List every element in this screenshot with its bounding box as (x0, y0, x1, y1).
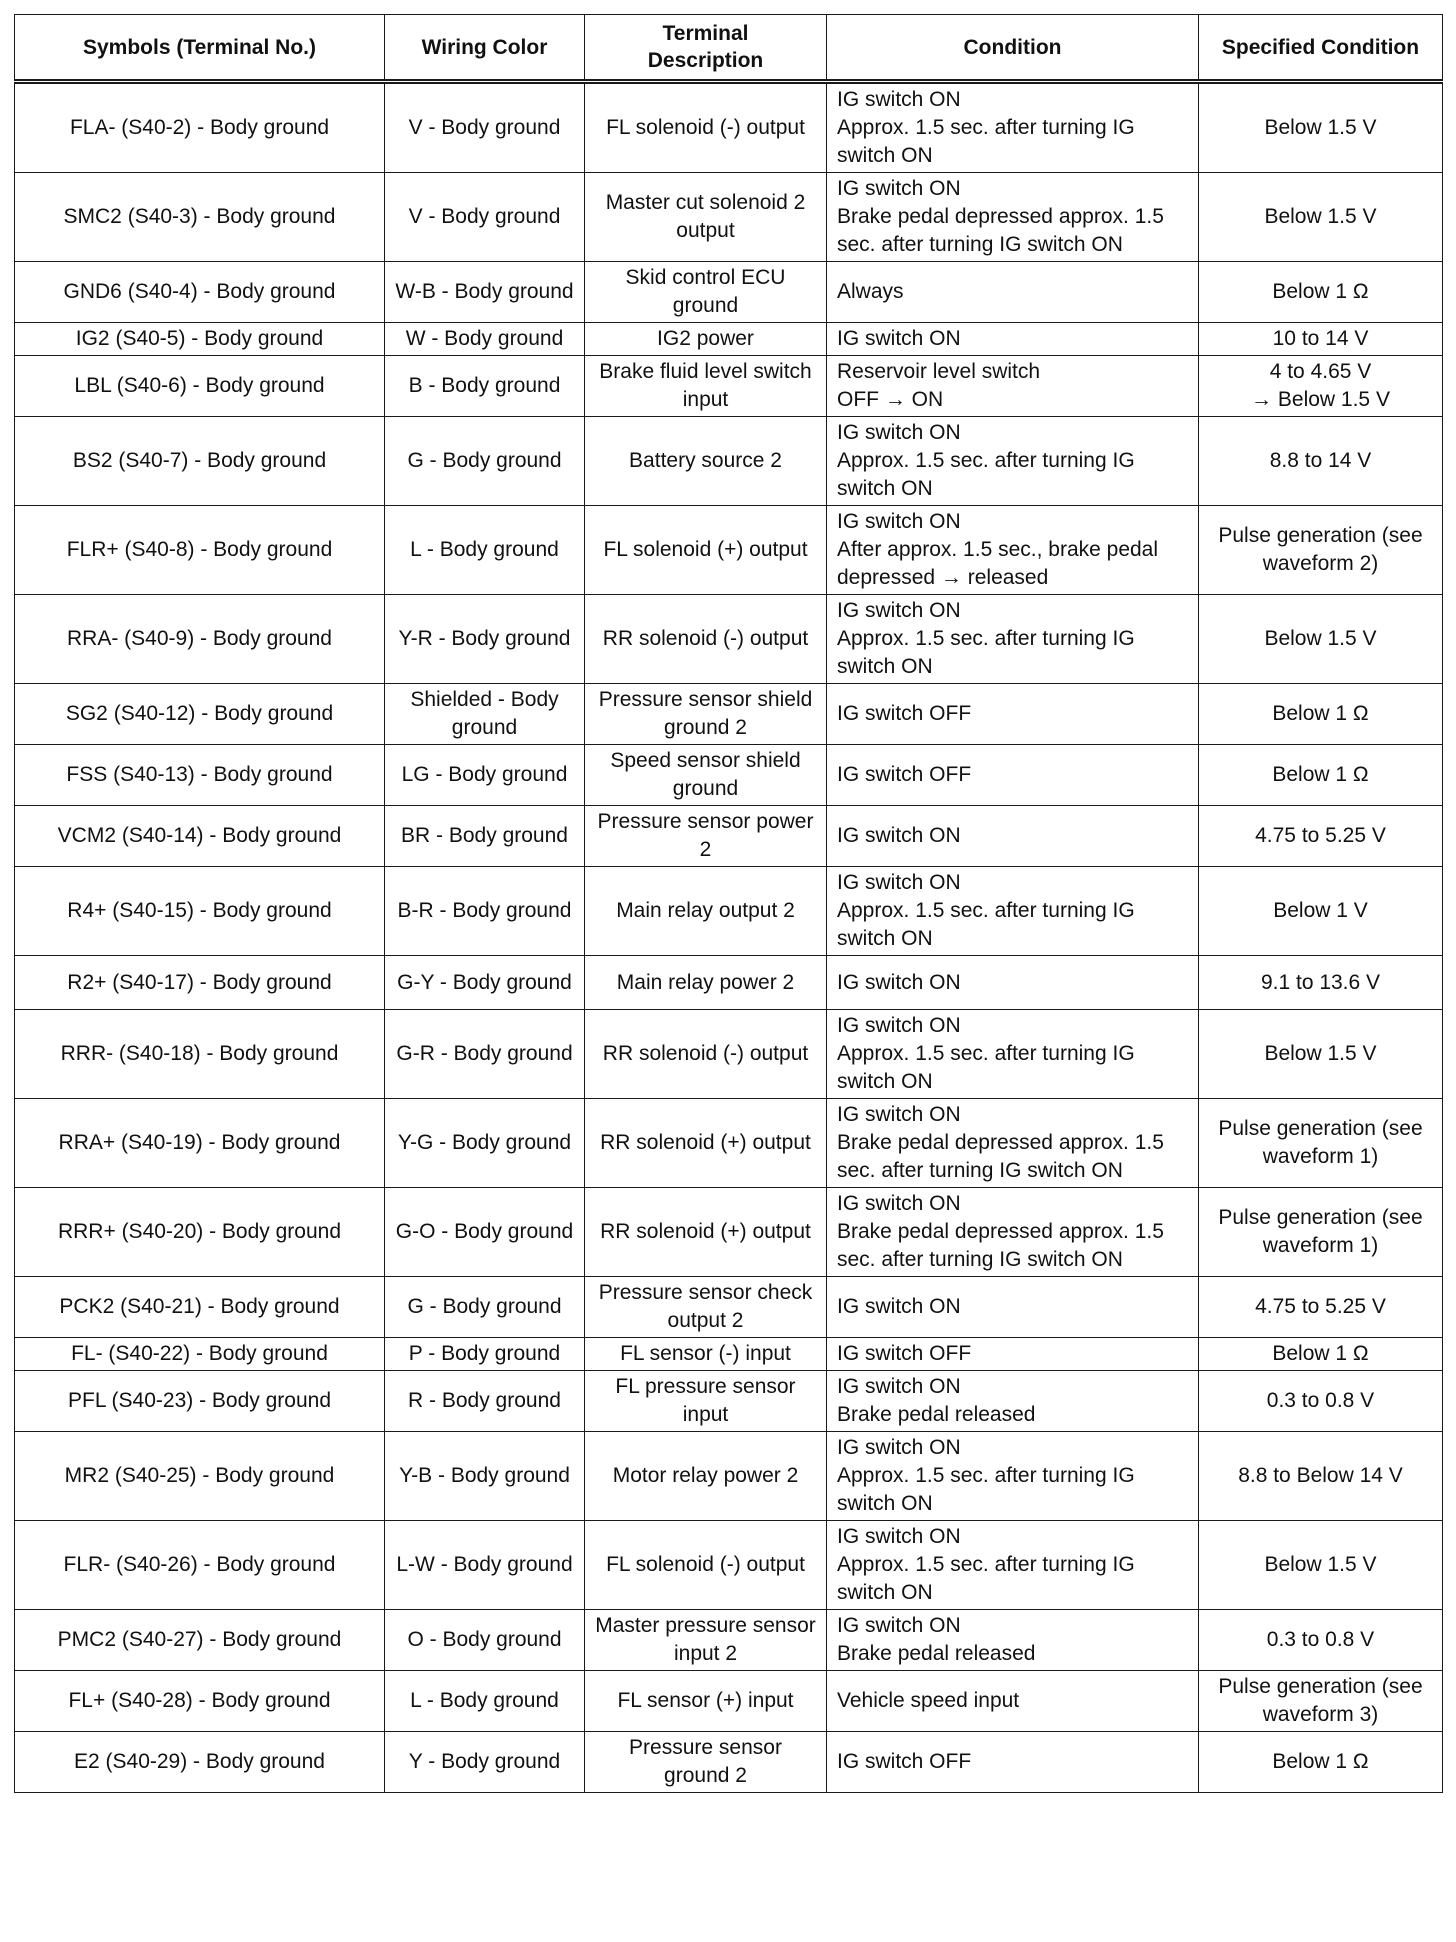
cell-specified-condition: 8.8 to Below 14 V (1199, 1432, 1443, 1521)
cell-condition (827, 1371, 1199, 1432)
table-row (15, 1371, 1443, 1432)
cell-terminal-description: FL sensor (-) input (585, 1338, 827, 1371)
cell-terminal-description: Skid control ECU ground (585, 262, 827, 323)
terminal-inspection-table-container (14, 14, 1442, 1793)
table-row (15, 173, 1443, 262)
cell-specified-condition: 9.1 to 13.6 V (1199, 956, 1443, 1010)
cell-symbol: FL- (S40-22) - Body ground (15, 1338, 385, 1371)
cell-condition-line: Brake pedal depressed approx. 1.5 sec. after turning IG switch ON (837, 205, 1164, 256)
cell-specified-condition: 0.3 to 0.8 V (1199, 1610, 1443, 1671)
cell-condition-line: IG switch ON (837, 871, 961, 894)
cell-condition: IG switch OFF (827, 745, 1199, 806)
cell-wiring-color: R - Body ground (385, 1371, 585, 1432)
table-row (15, 1010, 1443, 1099)
cell-terminal-description: FL solenoid (-) output (585, 82, 827, 173)
cell-condition: IG switch OFF (827, 1732, 1199, 1793)
cell-symbol: VCM2 (S40-14) - Body ground (15, 806, 385, 867)
cell-symbol: PMC2 (S40-27) - Body ground (15, 1610, 385, 1671)
cell-symbol: FSS (S40-13) - Body ground (15, 745, 385, 806)
cell-specified-condition: Pulse generation (see waveform 1) (1199, 1099, 1443, 1188)
cell-condition-line: IG switch ON (837, 1436, 961, 1459)
cell-condition-line: Approx. 1.5 sec. after turning IG switch ON (837, 1042, 1135, 1093)
table-row (15, 1277, 1443, 1338)
cell-terminal-description: RR solenoid (+) output (585, 1188, 827, 1277)
cell-specified-condition: Pulse generation (see waveform 3) (1199, 1671, 1443, 1732)
cell-specified-condition: Below 1 Ω (1199, 1732, 1443, 1793)
cell-condition (827, 1188, 1199, 1277)
cell-condition: IG switch ON (827, 956, 1199, 1010)
cell-wiring-color: L-W - Body ground (385, 1521, 585, 1610)
cell-condition-line: Brake pedal released (837, 1642, 1036, 1665)
cell-condition: IG switch OFF (827, 1338, 1199, 1371)
cell-wiring-color: L - Body ground (385, 506, 585, 595)
cell-wiring-color: G-Y - Body ground (385, 956, 585, 1010)
cell-wiring-color: Y-R - Body ground (385, 595, 585, 684)
cell-wiring-color: P - Body ground (385, 1338, 585, 1371)
cell-condition-line: IG switch ON (837, 1525, 961, 1548)
table-row (15, 806, 1443, 867)
cell-terminal-description: FL pressure sensor input (585, 1371, 827, 1432)
cell-condition: IG switch OFF (827, 684, 1199, 745)
terminal-inspection-table (14, 14, 1443, 1793)
cell-condition (827, 417, 1199, 506)
cell-condition (827, 506, 1199, 595)
table-body (15, 82, 1443, 1793)
table-row (15, 1732, 1443, 1793)
table-row (15, 684, 1443, 745)
cell-specified-condition: Below 1 Ω (1199, 745, 1443, 806)
cell-condition-line: IG switch ON (837, 1103, 961, 1126)
cell-wiring-color: G-O - Body ground (385, 1188, 585, 1277)
cell-symbol: LBL (S40-6) - Body ground (15, 356, 385, 417)
cell-specified-condition (1199, 356, 1443, 417)
cell-specified-condition: 10 to 14 V (1199, 323, 1443, 356)
cell-terminal-description: Speed sensor shield ground (585, 745, 827, 806)
cell-wiring-color: W - Body ground (385, 323, 585, 356)
table-header (15, 15, 1443, 82)
cell-condition (827, 1099, 1199, 1188)
cell-condition-line: IG switch ON (837, 599, 961, 622)
cell-condition (827, 1010, 1199, 1099)
table-row (15, 323, 1443, 356)
cell-condition-line: IG switch ON (837, 1014, 961, 1037)
cell-specified-condition: Below 1.5 V (1199, 1521, 1443, 1610)
cell-symbol: BS2 (S40-7) - Body ground (15, 417, 385, 506)
cell-wiring-color: Y-G - Body ground (385, 1099, 585, 1188)
cell-wiring-color: B - Body ground (385, 356, 585, 417)
cell-symbol: RRR- (S40-18) - Body ground (15, 1010, 385, 1099)
cell-wiring-color: Y - Body ground (385, 1732, 585, 1793)
cell-condition-line: After approx. 1.5 sec., brake pedal depressed → released (837, 538, 1159, 589)
cell-condition-line: IG switch ON (837, 88, 961, 111)
cell-condition-line: Brake pedal depressed approx. 1.5 sec. after turning IG switch ON (837, 1131, 1164, 1182)
header-terminal-description (585, 15, 827, 82)
cell-condition (827, 1432, 1199, 1521)
cell-wiring-color: W-B - Body ground (385, 262, 585, 323)
cell-symbol: RRA- (S40-9) - Body ground (15, 595, 385, 684)
cell-symbol: SG2 (S40-12) - Body ground (15, 684, 385, 745)
table-row (15, 1188, 1443, 1277)
header-symbols: Symbols (Terminal No.) (15, 15, 385, 82)
cell-symbol: FLA- (S40-2) - Body ground (15, 82, 385, 173)
header-specified-condition: Specified Condition (1199, 15, 1443, 82)
cell-wiring-color: B-R - Body ground (385, 867, 585, 956)
cell-wiring-color: Y-B - Body ground (385, 1432, 585, 1521)
cell-condition (827, 82, 1199, 173)
cell-terminal-description: Pressure sensor check output 2 (585, 1277, 827, 1338)
cell-specified-condition: Below 1.5 V (1199, 173, 1443, 262)
cell-condition: IG switch ON (827, 323, 1199, 356)
cell-wiring-color: LG - Body ground (385, 745, 585, 806)
cell-terminal-description: FL solenoid (+) output (585, 506, 827, 595)
cell-terminal-description: Main relay power 2 (585, 956, 827, 1010)
cell-condition (827, 867, 1199, 956)
cell-condition-line: Reservoir level switch (837, 360, 1041, 383)
cell-specified-condition: Below 1 Ω (1199, 1338, 1443, 1371)
cell-specified-condition-line: 4 to 4.65 V (1269, 360, 1372, 383)
cell-symbol: SMC2 (S40-3) - Body ground (15, 173, 385, 262)
cell-specified-condition-line: → Below 1.5 V (1251, 388, 1390, 411)
cell-condition-line: Approx. 1.5 sec. after turning IG switch ON (837, 1553, 1135, 1604)
cell-symbol: E2 (S40-29) - Body ground (15, 1732, 385, 1793)
cell-condition: IG switch ON (827, 806, 1199, 867)
cell-condition-line: IG switch ON (837, 1192, 961, 1215)
cell-terminal-description: Pressure sensor power 2 (585, 806, 827, 867)
table-row (15, 1610, 1443, 1671)
cell-specified-condition: 4.75 to 5.25 V (1199, 1277, 1443, 1338)
cell-specified-condition: Pulse generation (see waveform 1) (1199, 1188, 1443, 1277)
table-row (15, 262, 1443, 323)
table-row (15, 506, 1443, 595)
cell-specified-condition: 0.3 to 0.8 V (1199, 1371, 1443, 1432)
cell-condition-line: IG switch ON (837, 1614, 961, 1637)
cell-terminal-description: Main relay output 2 (585, 867, 827, 956)
table-row (15, 1521, 1443, 1610)
cell-condition (827, 1521, 1199, 1610)
cell-terminal-description: FL solenoid (-) output (585, 1521, 827, 1610)
cell-condition-line: IG switch ON (837, 177, 961, 200)
cell-terminal-description: Battery source 2 (585, 417, 827, 506)
cell-terminal-description: IG2 power (585, 323, 827, 356)
cell-specified-condition: Below 1 Ω (1199, 684, 1443, 745)
cell-wiring-color: V - Body ground (385, 173, 585, 262)
cell-condition-line: Approx. 1.5 sec. after turning IG switch ON (837, 449, 1135, 500)
cell-wiring-color: V - Body ground (385, 82, 585, 173)
cell-wiring-color: G-R - Body ground (385, 1010, 585, 1099)
cell-symbol: FL+ (S40-28) - Body ground (15, 1671, 385, 1732)
cell-terminal-description: Pressure sensor shield ground 2 (585, 684, 827, 745)
table-row (15, 867, 1443, 956)
cell-terminal-description: RR solenoid (+) output (585, 1099, 827, 1188)
table-row (15, 1671, 1443, 1732)
cell-specified-condition: Below 1.5 V (1199, 595, 1443, 684)
cell-symbol: IG2 (S40-5) - Body ground (15, 323, 385, 356)
cell-symbol: FLR+ (S40-8) - Body ground (15, 506, 385, 595)
cell-condition-line: Approx. 1.5 sec. after turning IG switch ON (837, 1464, 1135, 1515)
table-row (15, 356, 1443, 417)
header-condition: Condition (827, 15, 1199, 82)
cell-terminal-description: Pressure sensor ground 2 (585, 1732, 827, 1793)
cell-specified-condition: Below 1.5 V (1199, 82, 1443, 173)
cell-condition: Always (827, 262, 1199, 323)
cell-condition-line: Approx. 1.5 sec. after turning IG switch ON (837, 627, 1135, 678)
cell-terminal-description: Master cut solenoid 2 output (585, 173, 827, 262)
cell-terminal-description: FL sensor (+) input (585, 1671, 827, 1732)
cell-condition (827, 356, 1199, 417)
cell-terminal-description: Master pressure sensor input 2 (585, 1610, 827, 1671)
cell-condition: IG switch ON (827, 1277, 1199, 1338)
cell-specified-condition: Below 1.5 V (1199, 1010, 1443, 1099)
cell-specified-condition: Below 1 V (1199, 867, 1443, 956)
header-terminal-description-text: Terminal Description (647, 22, 764, 72)
cell-condition-line: Approx. 1.5 sec. after turning IG switch ON (837, 116, 1135, 167)
cell-wiring-color: O - Body ground (385, 1610, 585, 1671)
cell-specified-condition: Pulse generation (see waveform 2) (1199, 506, 1443, 595)
cell-specified-condition: 4.75 to 5.25 V (1199, 806, 1443, 867)
cell-terminal-description: RR solenoid (-) output (585, 595, 827, 684)
cell-condition (827, 595, 1199, 684)
cell-condition-line: Brake pedal released (837, 1403, 1036, 1426)
cell-wiring-color: BR - Body ground (385, 806, 585, 867)
cell-wiring-color: G - Body ground (385, 1277, 585, 1338)
cell-symbol: RRA+ (S40-19) - Body ground (15, 1099, 385, 1188)
cell-condition-line: IG switch ON (837, 1375, 961, 1398)
cell-symbol: FLR- (S40-26) - Body ground (15, 1521, 385, 1610)
cell-condition-line: OFF → ON (837, 388, 944, 411)
cell-specified-condition: 8.8 to 14 V (1199, 417, 1443, 506)
cell-terminal-description: RR solenoid (-) output (585, 1010, 827, 1099)
cell-symbol: GND6 (S40-4) - Body ground (15, 262, 385, 323)
table-row (15, 417, 1443, 506)
table-row (15, 956, 1443, 1010)
cell-wiring-color: L - Body ground (385, 1671, 585, 1732)
table-row (15, 745, 1443, 806)
cell-condition-line: IG switch ON (837, 421, 961, 444)
cell-condition: Vehicle speed input (827, 1671, 1199, 1732)
cell-condition-line: Brake pedal depressed approx. 1.5 sec. after turning IG switch ON (837, 1220, 1164, 1271)
cell-condition-line: Approx. 1.5 sec. after turning IG switch ON (837, 899, 1135, 950)
table-row (15, 1099, 1443, 1188)
cell-symbol: R2+ (S40-17) - Body ground (15, 956, 385, 1010)
cell-symbol: PFL (S40-23) - Body ground (15, 1371, 385, 1432)
cell-symbol: MR2 (S40-25) - Body ground (15, 1432, 385, 1521)
cell-symbol: R4+ (S40-15) - Body ground (15, 867, 385, 956)
cell-specified-condition: Below 1 Ω (1199, 262, 1443, 323)
cell-terminal-description: Motor relay power 2 (585, 1432, 827, 1521)
cell-symbol: PCK2 (S40-21) - Body ground (15, 1277, 385, 1338)
cell-wiring-color: G - Body ground (385, 417, 585, 506)
cell-condition-line: IG switch ON (837, 510, 961, 533)
cell-symbol: RRR+ (S40-20) - Body ground (15, 1188, 385, 1277)
cell-terminal-description: Brake fluid level switch input (585, 356, 827, 417)
table-row (15, 82, 1443, 173)
cell-wiring-color: Shielded - Body ground (385, 684, 585, 745)
cell-condition (827, 1610, 1199, 1671)
table-row (15, 1432, 1443, 1521)
header-wiring-color: Wiring Color (385, 15, 585, 82)
header-row (15, 15, 1443, 82)
cell-condition (827, 173, 1199, 262)
table-row (15, 1338, 1443, 1371)
table-row (15, 595, 1443, 684)
